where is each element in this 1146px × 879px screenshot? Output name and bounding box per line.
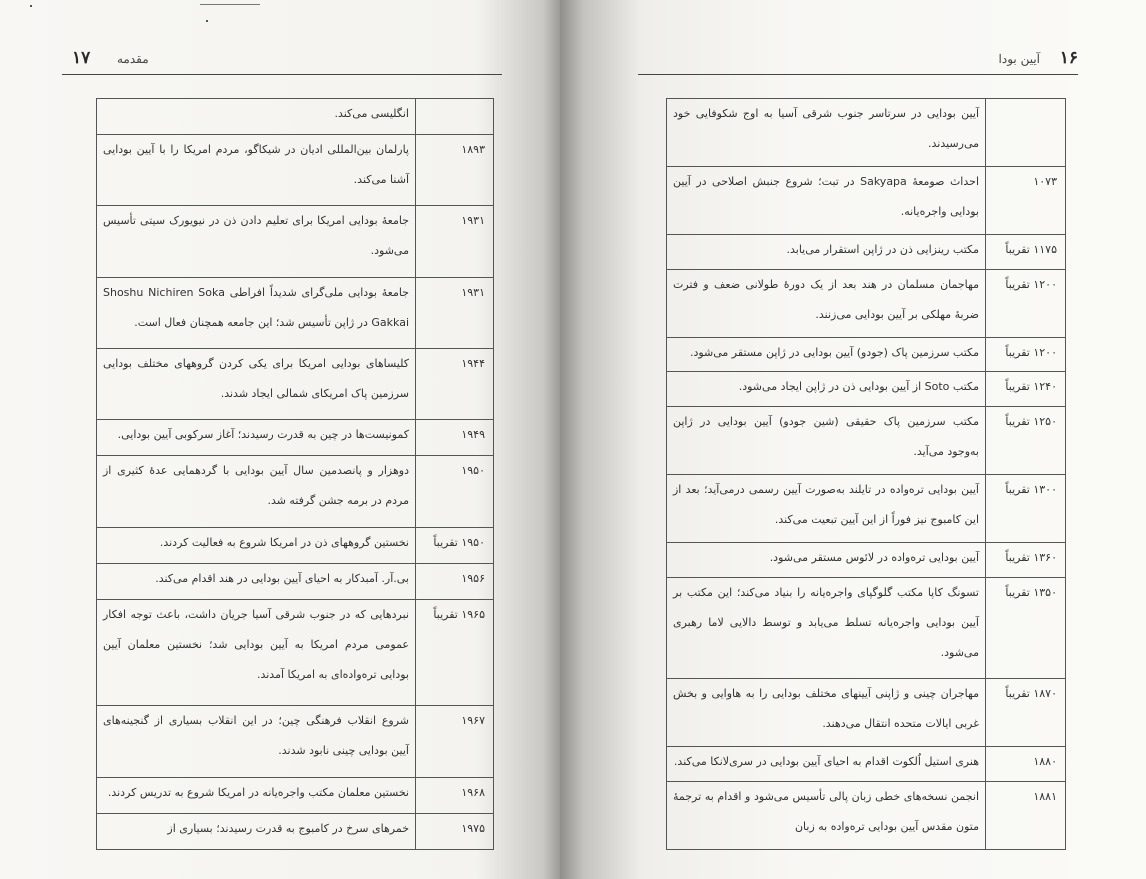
event-cell: کمونیست‌ها در چین به قدرت رسیدند؛ آغاز سرکوبی آیین بودایی. xyxy=(97,420,416,456)
left-page xyxy=(0,0,560,879)
event-cell: آیین بودایی تره‌واده در لائوس مستقر می‌شود. xyxy=(667,543,986,578)
event-cell: مکتب Soto از آیین بودایی ذن در ژاپن ایجاد می‌شود. xyxy=(667,372,986,407)
year-cell: ۱۳۵۰ تقریباً xyxy=(986,577,1066,679)
year-cell: ۱۸۸۱ xyxy=(986,781,1066,849)
event-cell: کلیساهای بودایی امریکا برای یکی کردن گروههای مختلف بودایی سرزمین پاک امریکای شمالی ایجاد شدند. xyxy=(97,348,416,419)
event-cell: مکتب رینزایی ذن در ژاپن استقرار می‌یابد. xyxy=(667,235,986,270)
year-cell: ۱۹۳۱ xyxy=(416,206,494,277)
year-cell: ۱۹۴۴ xyxy=(416,348,494,419)
year-cell xyxy=(986,99,1066,167)
event-cell: جامعهٔ بودایی امریکا برای تعلیم دادن ذن در نیویورک سیتی تأسیس می‌شود. xyxy=(97,206,416,277)
table-row xyxy=(97,813,494,849)
table-row xyxy=(97,527,494,563)
year-cell: ۱۹۵۰ xyxy=(416,456,494,527)
year-cell: ۱۸۹۳ xyxy=(416,135,494,206)
table-row xyxy=(667,577,1066,679)
event-cell: شروع انقلاب فرهنگی چین؛ در این انقلاب بسیاری از گنجینه‌های آیین بودایی چینی نابود شدند. xyxy=(97,706,416,777)
scan-mark-dot xyxy=(30,5,32,7)
table-row xyxy=(667,543,1066,578)
table-row xyxy=(97,599,494,705)
year-cell: ۱۹۴۹ xyxy=(416,420,494,456)
event-cell: انجمن نسخه‌های خطی زبان پالی تأسیس می‌شود و اقدام به ترجمهٔ متون مقدس آیین بودایی تره‌واده به زبان xyxy=(667,781,986,849)
table-row xyxy=(97,706,494,777)
table-row xyxy=(667,747,1066,782)
event-cell: نبردهایی که در جنوب شرقی آسیا جریان داشت، باعث توجه افکار عمومی مردم امریکا به آیین بودایی شد؛ نخستین معلمان آیین بودایی تره‌واده‌ای به امریکا آمدند. xyxy=(97,599,416,705)
table-row xyxy=(667,269,1066,337)
table-row xyxy=(667,167,1066,235)
running-title: مقدمه xyxy=(117,52,149,66)
event-cell: نخستین گروههای ذن در امریکا شروع به فعالیت کردند. xyxy=(97,527,416,563)
table-row xyxy=(667,781,1066,849)
year-cell: ۱۲۰۰ تقریباً xyxy=(986,337,1066,372)
event-cell: مکتب سرزمین پاک حقیقی (شین جودو) آیین بودایی در ژاپن به‌وجود می‌آید. xyxy=(667,406,986,474)
event-cell: آیین بودایی تره‌واده در تایلند به‌صورت آیین رسمی درمی‌آید؛ بعد از این کامبوج نیز فوراً از این آیین تبعیت می‌کند. xyxy=(667,474,986,542)
table-row xyxy=(667,99,1066,167)
event-cell: مهاجمان مسلمان در هند بعد از یک دورهٔ طولانی ضعف و فترت ضربهٔ مهلکی بر آیین بودایی می‌زنند. xyxy=(667,269,986,337)
event-cell: احداث صومعهٔ Sakyapa در تبت؛ شروع جنبش اصلاحی در آیین بودایی واجره‌یانه. xyxy=(667,167,986,235)
year-cell: ۱۹۷۵ xyxy=(416,813,494,849)
table-row xyxy=(97,99,494,135)
table-row xyxy=(667,406,1066,474)
event-cell: بی.آر. آمبدکار به احیای آیین بودایی در هند اقدام می‌کند. xyxy=(97,563,416,599)
right-page xyxy=(560,0,1146,879)
event-cell: نخستین معلمان مکتب واجره‌یانه در امریکا شروع به تدریس کردند. xyxy=(97,777,416,813)
event-cell: جامعهٔ بودایی ملی‌گرای شدیداً افراطی Shoshu Nichiren Soka Gakkai در ژاپن تأسیس شد؛ این جامعه همچنان فعال است. xyxy=(97,277,416,348)
scan-mark xyxy=(30,0,370,10)
event-cell: آیین بودایی در سرتاسر جنوب شرقی آسیا به اوج شکوفایی خود می‌رسیدند. xyxy=(667,99,986,167)
year-cell: ۱۲۰۰ تقریباً xyxy=(986,269,1066,337)
year-cell: ۱۹۶۸ xyxy=(416,777,494,813)
year-cell: ۱۲۴۰ تقریباً xyxy=(986,372,1066,407)
event-cell: پارلمان بین‌المللی ادیان در شیکاگو، مردم امریکا را با آیین بودایی آشنا می‌کند. xyxy=(97,135,416,206)
event-cell: مهاجران چینی و ژاپنی آیینهای مختلف بودایی را به هاوایی و بخش غربی ایالات متحده انتقال می‌دهند. xyxy=(667,679,986,747)
year-cell: ۱۹۵۰ تقریباً xyxy=(416,527,494,563)
right-page-header xyxy=(638,46,1078,75)
year-cell: ۱۳۰۰ تقریباً xyxy=(986,474,1066,542)
table-row xyxy=(667,474,1066,542)
event-cell: هنری استیل اُلکوت اقدام به احیای آیین بودایی در سری‌لانکا می‌کند. xyxy=(667,747,986,782)
year-cell: ۱۹۳۱ xyxy=(416,277,494,348)
event-cell: انگلیسی می‌کند. xyxy=(97,99,416,135)
year-cell: ۱۸۸۰ xyxy=(986,747,1066,782)
year-cell: ۱۳۶۰ تقریباً xyxy=(986,543,1066,578)
table-row xyxy=(97,777,494,813)
table-row xyxy=(97,135,494,206)
year-cell: ۱۰۷۳ xyxy=(986,167,1066,235)
year-cell: ۱۹۵۶ xyxy=(416,563,494,599)
year-cell: ۱۹۶۵ تقریباً xyxy=(416,599,494,705)
year-cell xyxy=(416,99,494,135)
event-cell: دوهزار و پانصدمین سال آیین بودایی با گردهمایی عدهٔ کثیری از مردم در برمه جشن گرفته شد. xyxy=(97,456,416,527)
event-cell: مکتب سرزمین پاک (جودو) آیین بودایی در ژاپن مستقر می‌شود. xyxy=(667,337,986,372)
table-row xyxy=(97,563,494,599)
page-number: ۱۷ xyxy=(72,48,91,68)
year-cell: ۱۲۵۰ تقریباً xyxy=(986,406,1066,474)
page-number: ۱۶ xyxy=(1059,48,1078,68)
table-row xyxy=(667,679,1066,747)
table-row xyxy=(97,420,494,456)
year-cell: ۱۸۷۰ تقریباً xyxy=(986,679,1066,747)
table-row xyxy=(97,277,494,348)
table-row xyxy=(667,235,1066,270)
table-row xyxy=(97,348,494,419)
year-cell: ۱۹۶۷ xyxy=(416,706,494,777)
left-page-header xyxy=(62,46,502,75)
chronology-table xyxy=(666,98,1066,850)
event-cell: خمرهای سرخ در کامبوج به قدرت رسیدند؛ بسیاری از xyxy=(97,813,416,849)
running-title: آیین بودا xyxy=(998,52,1040,66)
table-row xyxy=(97,456,494,527)
chronology-table xyxy=(96,98,494,850)
event-cell: تسونگ کاپا مکتب گلوگپای واجره‌یانه را بنیاد می‌کند؛ این مکتب بر آیین بودایی واجره‌یانه تسلط می‌یابد و توسط دالایی لاما رهبری می‌شود. xyxy=(667,577,986,679)
scan-mark-line xyxy=(200,4,260,5)
table-row xyxy=(667,372,1066,407)
table-row xyxy=(667,337,1066,372)
scan-mark-dot xyxy=(206,20,208,22)
table-row xyxy=(97,206,494,277)
year-cell: ۱۱۷۵ تقریباً xyxy=(986,235,1066,270)
